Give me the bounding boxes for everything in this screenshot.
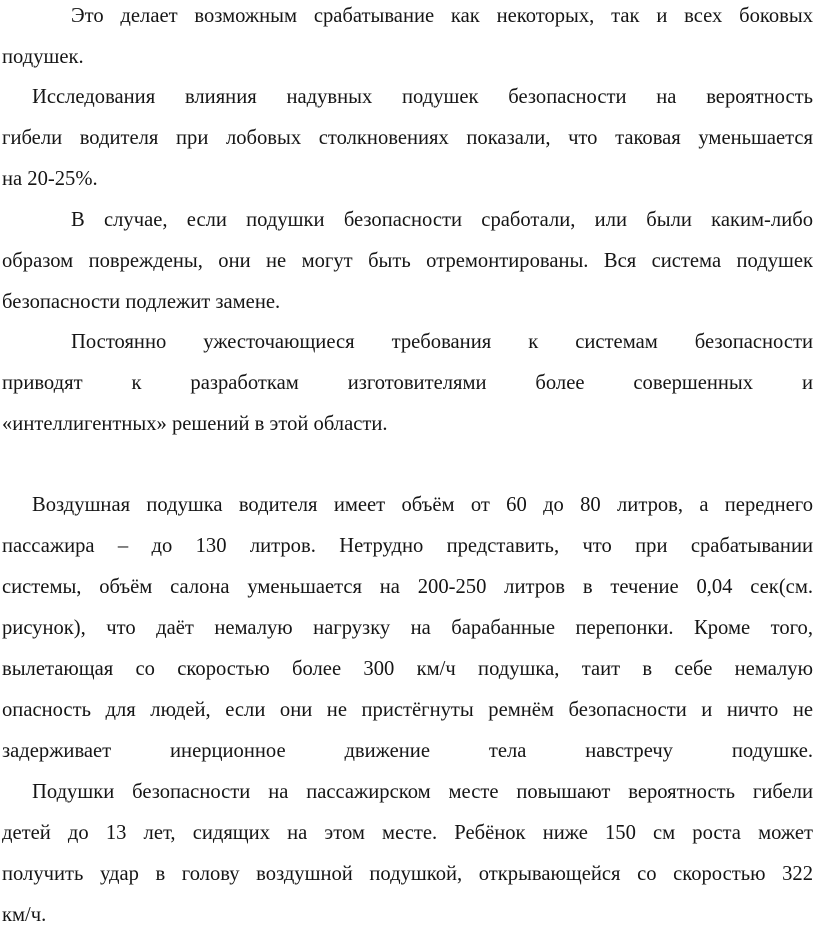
paragraph-children (2, 772, 813, 936)
text-line: гибели водителя при лобовых столкновениях показали, что таковая уменьшается (2, 127, 813, 149)
paragraph-side-airbags (2, 0, 813, 78)
text-line: системы, объём салона уменьшается на 200-250 литров в течение 0,04 сек(см. (2, 576, 813, 598)
text-line: Постоянно ужесточающиеся требования к системам безопасности (71, 331, 813, 353)
paragraph-replacement (2, 200, 813, 323)
text-line: пассажира – до 130 литров. Нетрудно представить, что при срабатывании (2, 535, 813, 557)
text-line: приводят к разработкам изготовителями более совершенных и (2, 372, 813, 394)
text-line: км/ч. (2, 904, 47, 926)
text-line: «интеллигентных» решений в этой области. (2, 413, 388, 435)
text-line: подушек. (2, 46, 84, 68)
text-line: вылетающая со скоростью более 300 км/ч подушка, таит в себе немалую (2, 658, 813, 680)
text-line: получить удар в голову воздушной подушкой, открывающейся со скоростью 322 (2, 863, 813, 885)
paragraph-research (2, 77, 813, 200)
text-line: Воздушная подушка водителя имеет объём от 60 до 80 литров, а переднего (32, 494, 813, 516)
text-line: задерживает инерционное движение тела навстречу подушке. (2, 740, 813, 762)
text-line: безопасности подлежит замене. (2, 291, 281, 313)
paragraph-requirements (2, 322, 813, 445)
text-line: В случае, если подушки безопасности сработали, или были каким-либо (71, 209, 813, 231)
text-line: на 20-25%. (2, 168, 98, 190)
paragraph-volume (2, 485, 813, 772)
text-line: Исследования влияния надувных подушек безопасности на вероятность (32, 86, 813, 108)
text-line: рисунок), что даёт немалую нагрузку на барабанные перепонки. Кроме того, (2, 617, 813, 639)
text-line: образом повреждены, они не могут быть отремонтированы. Вся система подушек (2, 250, 813, 272)
text-line: опасность для людей, если они не пристёгнуты ремнём безопасности и ничто не (2, 699, 813, 721)
text-line: Это делает возможным срабатывание как некоторых, так и всех боковых (71, 5, 813, 27)
text-line: Подушки безопасности на пассажирском месте повышают вероятность гибели (32, 781, 813, 803)
text-line: детей до 13 лет, сидящих на этом месте. Ребёнок ниже 150 см роста может (2, 822, 813, 844)
